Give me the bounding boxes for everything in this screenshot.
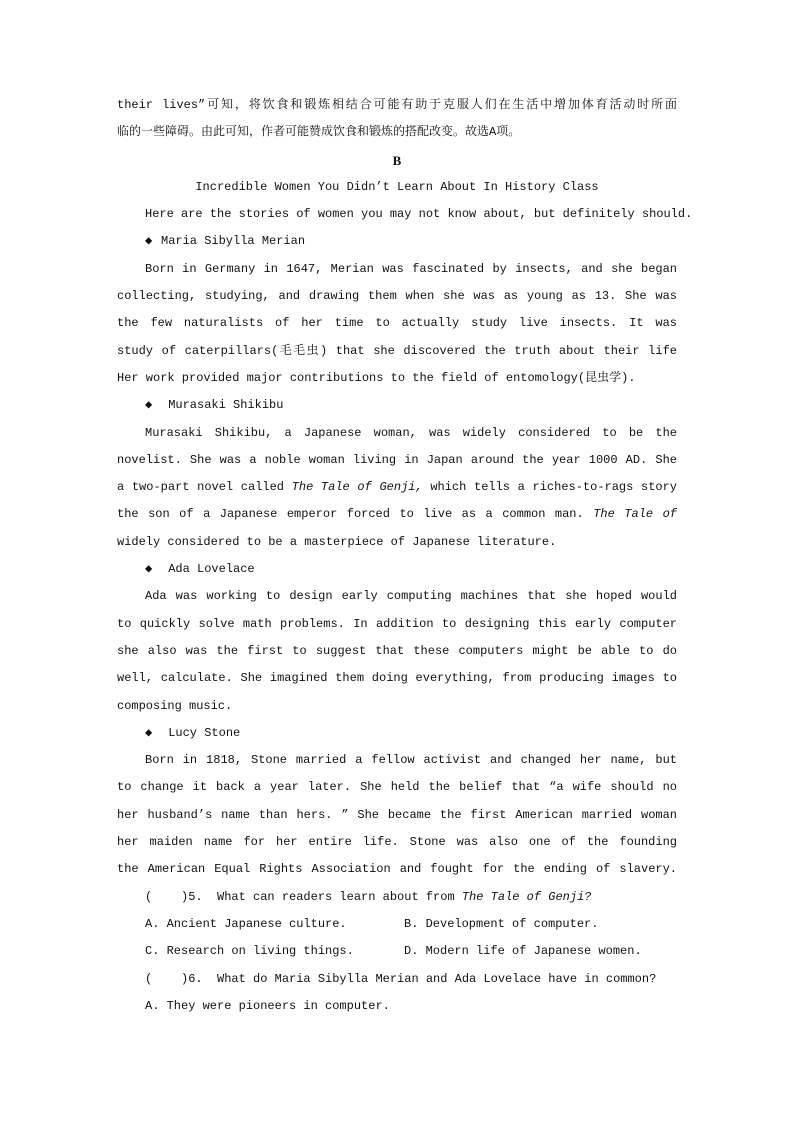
question-6-stem: ( )6. What do Maria Sibylla Merian and Ada Lovelace have in common? — [145, 971, 657, 986]
lovelace-line: Ada was working to design early computing machines that she hoped would — [145, 589, 677, 604]
heading-shikibu-text: Murasaki Shikibu — [168, 398, 284, 413]
question-5-options-row-2 — [117, 938, 677, 965]
option-a: A. They were pioneers in computer. — [145, 998, 390, 1013]
option-b: B. Development of computer. — [404, 916, 599, 931]
lovelace-line: she also was the first to suggest that these computers might be able to do — [117, 643, 677, 658]
diamond-bullet-icon: ◆ — [145, 398, 153, 413]
stone-line: Born in 1818, Stone married a fellow activist and changed her name, but — [145, 753, 677, 768]
question-5-options-row-1 — [117, 911, 677, 938]
shikibu-text: the son of a Japanese emperor forced to live as a common man. — [117, 507, 594, 522]
question-5 — [117, 884, 677, 911]
merian-line: the few naturalists of her time to actually study live insects. It was — [117, 316, 677, 331]
lovelace-line: well, calculate. She imagined them doing everything, from producing images to — [117, 671, 677, 686]
passage-title: Incredible Women You Didn’t Learn About In History Class — [195, 179, 599, 194]
merian-line: Her work provided major contributions to the field of entomology(昆虫学). — [117, 370, 636, 385]
merian-line: Born in Germany in 1647, Merian was fascinated by insects, and she began — [145, 261, 677, 276]
book-title: The Tale of Genji, — [291, 480, 423, 495]
document-page — [117, 92, 693, 1020]
shikibu-line: novelist. She was a noble woman living in Japan around the year 1000 AD. She — [117, 452, 677, 467]
heading-lovelace-text: Ada Lovelace — [168, 562, 255, 577]
option-d: D. Modern life of Japanese women. — [404, 944, 642, 959]
question-5-stem: ( )5. What can readers learn about from — [145, 889, 462, 904]
stone-line: to change it back a year later. She held the belief that “a wife should no — [117, 780, 677, 795]
heading-lovelace — [117, 556, 677, 583]
merian-line: collecting, studying, and drawing them when she was as young as 13. She was — [117, 289, 677, 304]
diamond-bullet-icon: ◆ — [145, 725, 153, 740]
option-a: A. Ancient Japanese culture. — [145, 916, 347, 931]
heading-stone-text: Lucy Stone — [168, 725, 241, 740]
intro-line-2: 临的一些障碍。由此可知，作者可能赞成饮食和锻炼的搭配改变。故选A项。 — [117, 125, 521, 140]
stone-line: her maiden name for her entire life. Stone was also one of the founding — [117, 835, 677, 850]
diamond-bullet-icon: ◆ — [145, 562, 153, 577]
book-title: The Tale of — [593, 507, 677, 522]
shikibu-line — [117, 474, 677, 501]
section-letter: B — [392, 152, 402, 168]
lovelace-line: to quickly solve math problems. In addition to designing this early computer — [117, 616, 677, 631]
stone-line: the American Equal Rights Association and fought for the ending of slavery. — [117, 862, 677, 877]
shikibu-text: a two-part novel called — [117, 480, 292, 495]
stone-line: her husband’s name than hers. ” She became the first American married woman — [117, 807, 677, 822]
diamond-bullet-icon: ◆ — [145, 234, 153, 249]
shikibu-line: widely considered to be a masterpiece of Japanese literature. — [117, 534, 557, 549]
heading-merian — [117, 228, 677, 255]
option-c: C. Research on living things. — [145, 944, 354, 959]
shikibu-text: which tells a riches-to-rags story — [430, 480, 677, 495]
question-5-book: The Tale of Genji? — [461, 889, 592, 904]
heading-stone — [117, 720, 677, 747]
lovelace-line: composing music. — [117, 698, 233, 713]
shikibu-line — [117, 501, 677, 528]
merian-line: study of caterpillars(毛毛虫) that she discovered the truth about their life — [117, 343, 677, 358]
intro-line-1: their lives”可知，将饮食和锻炼相结合可能有助于克服人们在生活中增加体育活动时所面 — [117, 98, 677, 112]
passage-lead: Here are the stories of women you may not know about, but definitely should. — [145, 207, 693, 222]
heading-shikibu — [117, 392, 677, 419]
shikibu-line: Murasaki Shikibu, a Japanese woman, was widely considered to be the — [145, 425, 677, 440]
heading-merian-text: Maria Sibylla Merian — [161, 234, 306, 249]
